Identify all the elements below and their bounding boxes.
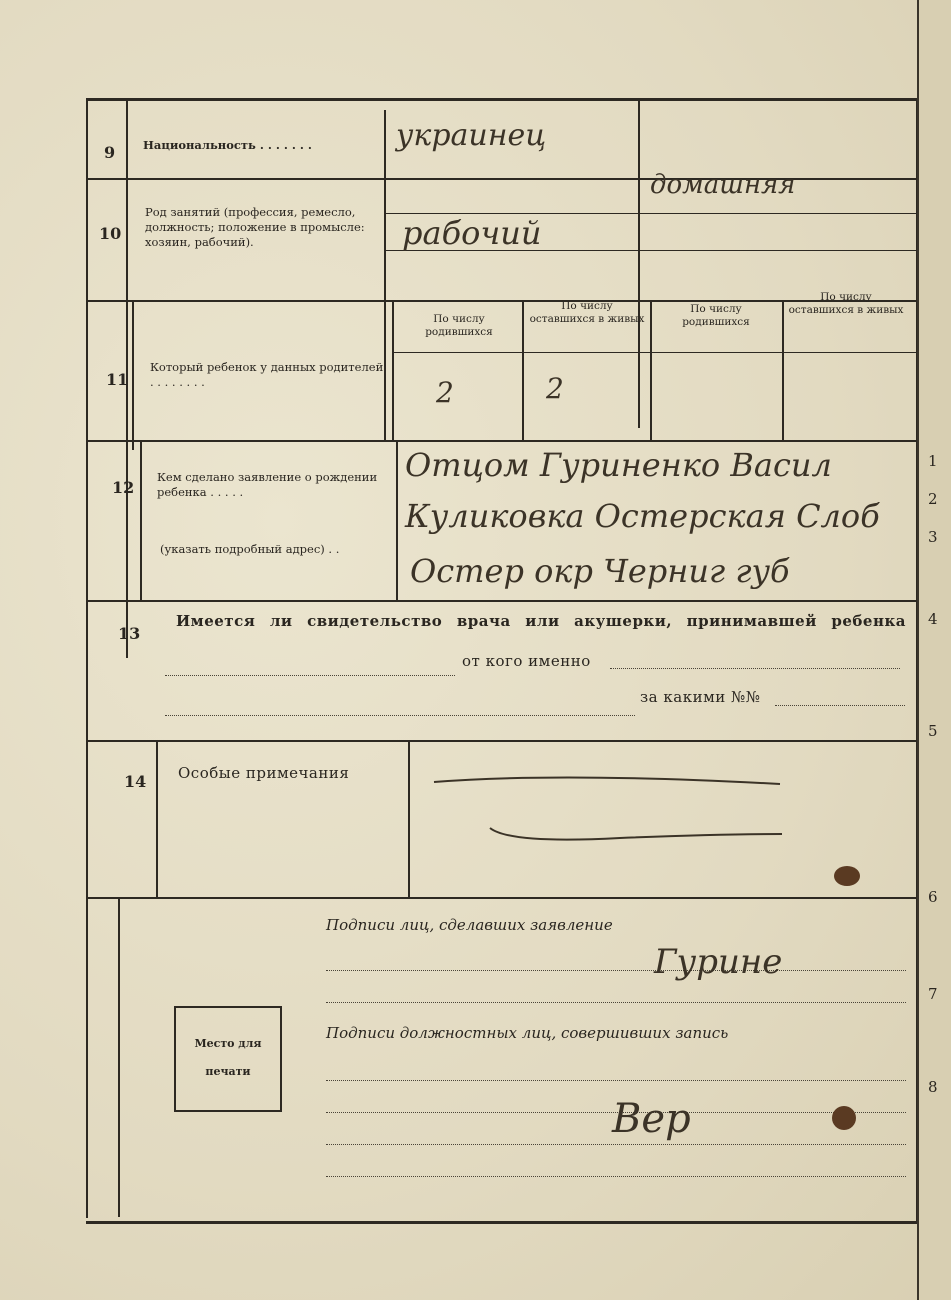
edge-number: 5 (928, 722, 938, 740)
next-page-edge (917, 0, 951, 1300)
label-which-child: Который ребенок у данных родителей . . . . . . . . (150, 360, 384, 389)
handwritten-nationality: украинец (396, 118, 547, 153)
label-official-signatures: Подписи должностных лиц, совершивших запись (326, 1024, 729, 1042)
stamp-area (174, 1006, 282, 1112)
label-doctor-certificate: Имеется ли свидетельство врача или акушерки, принимавшей ребенка (176, 612, 906, 630)
official-signature: Вер (612, 1096, 691, 1142)
applicant-signature: Гурине (654, 942, 783, 982)
col-header-alive-2: По числу оставшихся в живых (788, 291, 904, 316)
label-address: (указать подробный адрес) . . (160, 542, 340, 556)
handwritten-applicant-line1: Отцом Гуриненко Васил (405, 446, 832, 484)
handwritten-applicant-line3: Остер окр Черниг губ (410, 552, 790, 590)
row-number-12: 12 (112, 478, 135, 497)
col-header-born-2: По числу родившихся (682, 303, 750, 328)
edge-number: 7 (928, 985, 938, 1003)
ink-stain (832, 1106, 856, 1130)
row-number-11: 11 (106, 370, 129, 389)
label-special-notes: Особые примечания (178, 764, 350, 782)
row-number-10: 10 (99, 224, 122, 243)
edge-number: 2 (928, 490, 938, 508)
handwritten-born-count: 2 (436, 376, 454, 409)
label-nationality: Национальность . . . . . . . (143, 138, 312, 152)
label-applicant-signatures: Подписи лиц, сделавших заявление (326, 916, 613, 934)
row-number-13: 13 (118, 624, 141, 643)
edge-number: 6 (928, 888, 938, 906)
stamp-label: Место для печати (194, 1037, 262, 1078)
edge-number: 3 (928, 528, 938, 546)
row-number-14: 14 (124, 772, 147, 791)
left-rule (86, 98, 88, 1218)
handwritten-occupation-mother: домашняя (650, 170, 796, 200)
label-applicant: Кем сделано заявление о рождении ребенка . . . . . (157, 470, 378, 499)
handwritten-occupation-father: рабочий (402, 214, 542, 252)
ink-stain (834, 866, 860, 886)
label-by-number: за какими №№ (640, 688, 761, 706)
edge-number: 1 (928, 452, 938, 470)
label-from-whom: от кого именно (462, 652, 591, 670)
handwritten-applicant-line2: Куликовка Остерская Слоб (405, 497, 880, 535)
handwritten-alive-count: 2 (546, 372, 564, 405)
edge-number: 8 (928, 1078, 938, 1096)
edge-number: 4 (928, 610, 938, 628)
row-number-9: 9 (104, 143, 116, 162)
label-occupation: Род занятий (профессия, ремесло, должность; положение в промысле: хозяин, рабочий). (145, 205, 365, 249)
col-header-alive-1: По числу оставшихся в живых (529, 300, 645, 325)
handwritten-dash-strokes (420, 760, 820, 860)
col-header-born-1: По числу родившихся (425, 313, 493, 338)
